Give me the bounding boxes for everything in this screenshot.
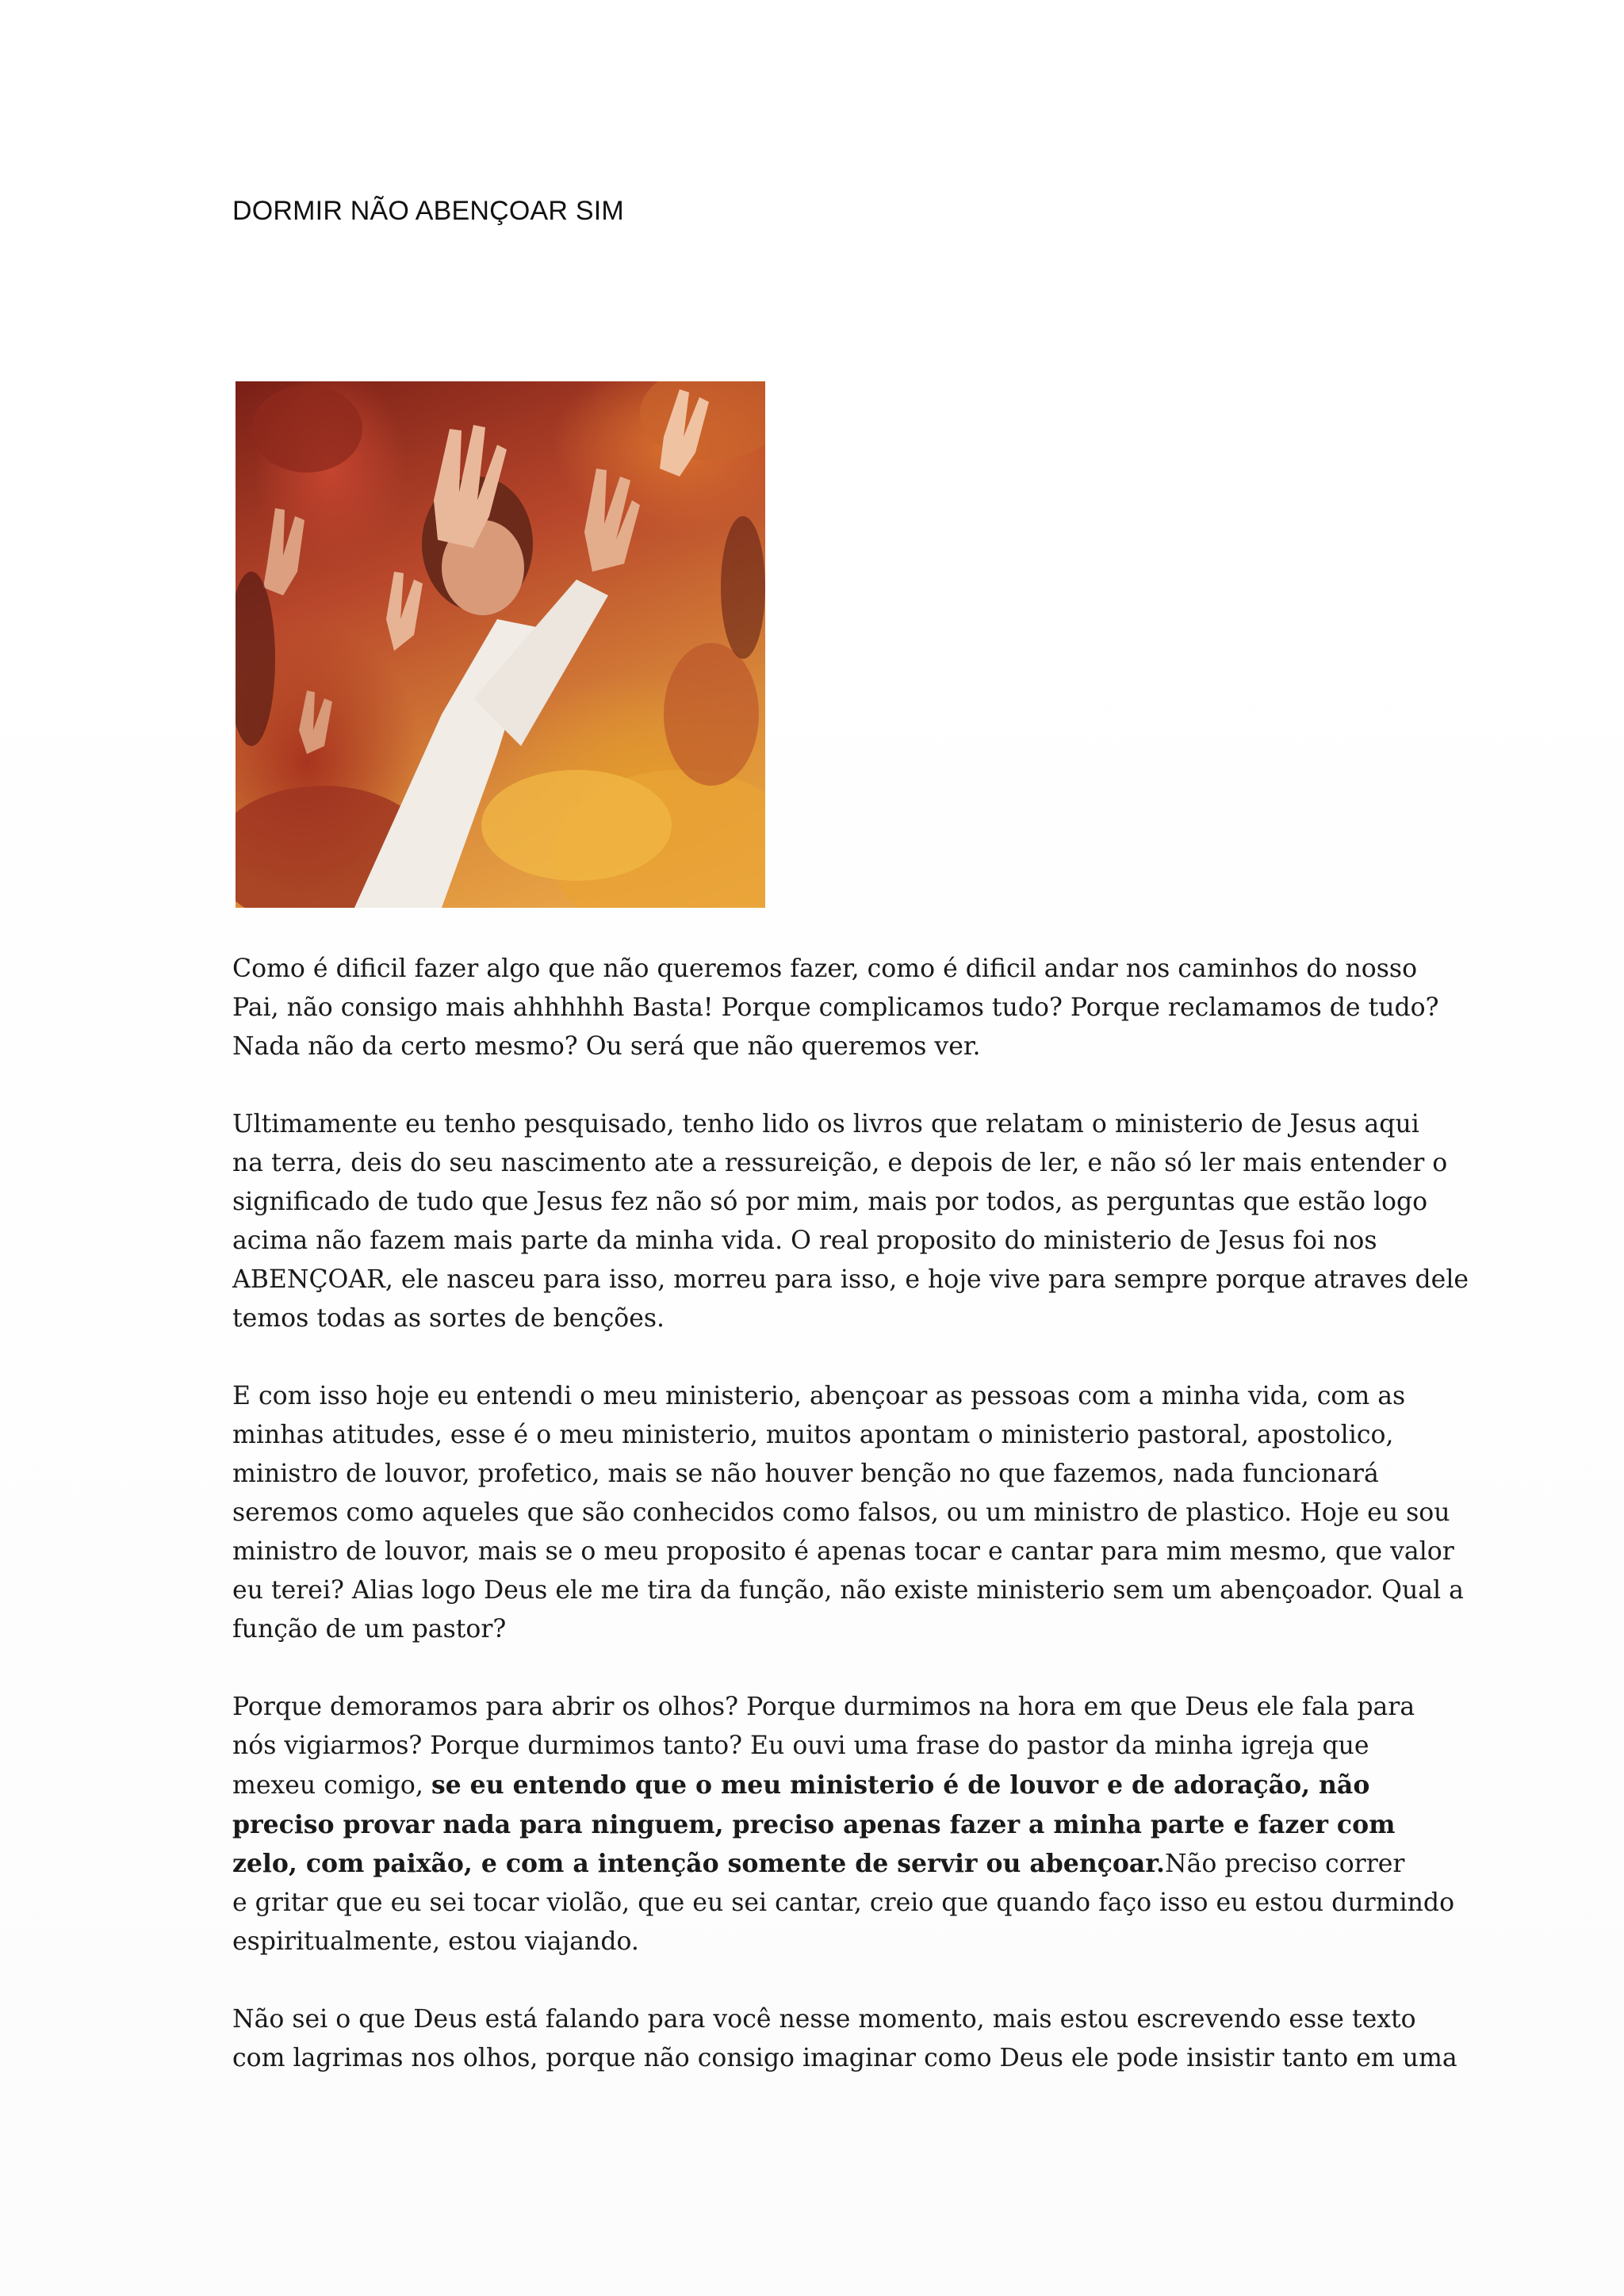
paragraph-5 <box>232 2000 1457 2078</box>
emphasized-text: zelo, com paixão, e com a intenção somente de servir ou abençoar. <box>232 1849 1166 1878</box>
text-line: nós vigiarmos? Porque durmimos tanto? Eu ouvi uma frase do pastor da minha igreja que <box>232 1732 1369 1760</box>
emphasized-text: se eu entendo que o meu ministerio é de louvor e de adoração, não <box>431 1770 1370 1800</box>
emphasized-line: preciso provar nada para ninguem, preciso apenas fazer a minha parte e fazer com <box>232 1810 1396 1839</box>
text-line: na terra, deis do seu nascimento ate a ressureição, e depois de ler, e não só ler mais entender o <box>232 1149 1448 1177</box>
worship-photo <box>236 381 765 908</box>
text-line-mixed <box>232 1844 1405 1884</box>
paragraph-4 <box>232 1688 1455 1961</box>
text-line: espiritualmente, estou viajando. <box>232 1927 639 1956</box>
text-line: seremos como aqueles que são conhecidos como falsos, ou um ministro de plastico. Hoje eu sou <box>232 1498 1450 1527</box>
paragraph-2 <box>232 1105 1469 1338</box>
paragraph-3 <box>232 1377 1464 1649</box>
text-line: Como é dificil fazer algo que não queremos fazer, como é dificil andar nos caminhos do nosso <box>232 955 1418 983</box>
text-line: Ultimamente eu tenho pesquisado, tenho lido os livros que relatam o ministerio de Jesus aqui <box>232 1110 1419 1138</box>
text-line: ministro de louvor, profetico, mais se não houver benção no que fazemos, nada funcionará <box>232 1460 1379 1488</box>
text-line: Não sei o que Deus está falando para você nesse momento, mais estou escrevendo esse texto <box>232 2005 1416 2034</box>
text-line-mixed <box>232 1766 1398 1805</box>
article-body <box>232 950 1469 2117</box>
text-line: temos todas as sortes de benções. <box>232 1304 665 1333</box>
text-line: significado de tudo que Jesus fez não só por mim, mais por todos, as perguntas que estão logo <box>232 1188 1428 1216</box>
text-line: Pai, não consigo mais ahhhhhh Basta! Porque complicamos tudo? Porque reclamamos de tudo? <box>232 993 1439 1022</box>
text-line: acima não fazem mais parte da minha vida. O real proposito do ministerio de Jesus foi nos <box>232 1226 1377 1255</box>
text-line: com lagrimas nos olhos, porque não consigo imaginar como Deus ele pode insistir tanto em uma <box>232 2044 1457 2072</box>
text-line: e gritar que eu sei tocar violão, que eu sei cantar, creio que quando faço isso eu estou durmindo <box>232 1888 1455 1917</box>
text-line: Nada não da certo mesmo? Ou será que não queremos ver. <box>232 1032 981 1061</box>
text-line: ABENÇOAR, ele nasceu para isso, morreu para isso, e hoje vive para sempre porque atraves dele <box>232 1265 1469 1294</box>
plain-text: mexeu comigo, <box>232 1771 431 1800</box>
text-line: Porque demoramos para abrir os olhos? Porque durmimos na hora em que Deus ele fala para <box>232 1693 1415 1721</box>
document-title: DORMIR NÃO ABENÇOAR SIM <box>232 196 624 226</box>
worship-photo-illustration <box>236 381 765 908</box>
text-line: ministro de louvor, mais se o meu proposito é apenas tocar e cantar para mim mesmo, que valor <box>232 1537 1454 1566</box>
text-line: minhas atitudes, esse é o meu ministerio, muitos apontam o ministerio pastoral, apostolico, <box>232 1421 1394 1449</box>
text-line: função de um pastor? <box>232 1615 507 1644</box>
paragraph-1 <box>232 950 1439 1066</box>
text-line: E com isso hoje eu entendi o meu ministerio, abençoar as pessoas com a minha vida, com as <box>232 1382 1406 1410</box>
plain-text: Não preciso correr <box>1165 1850 1405 1878</box>
text-line: eu terei? Alias logo Deus ele me tira da função, não existe ministerio sem um abençoador. Qual a <box>232 1576 1464 1605</box>
